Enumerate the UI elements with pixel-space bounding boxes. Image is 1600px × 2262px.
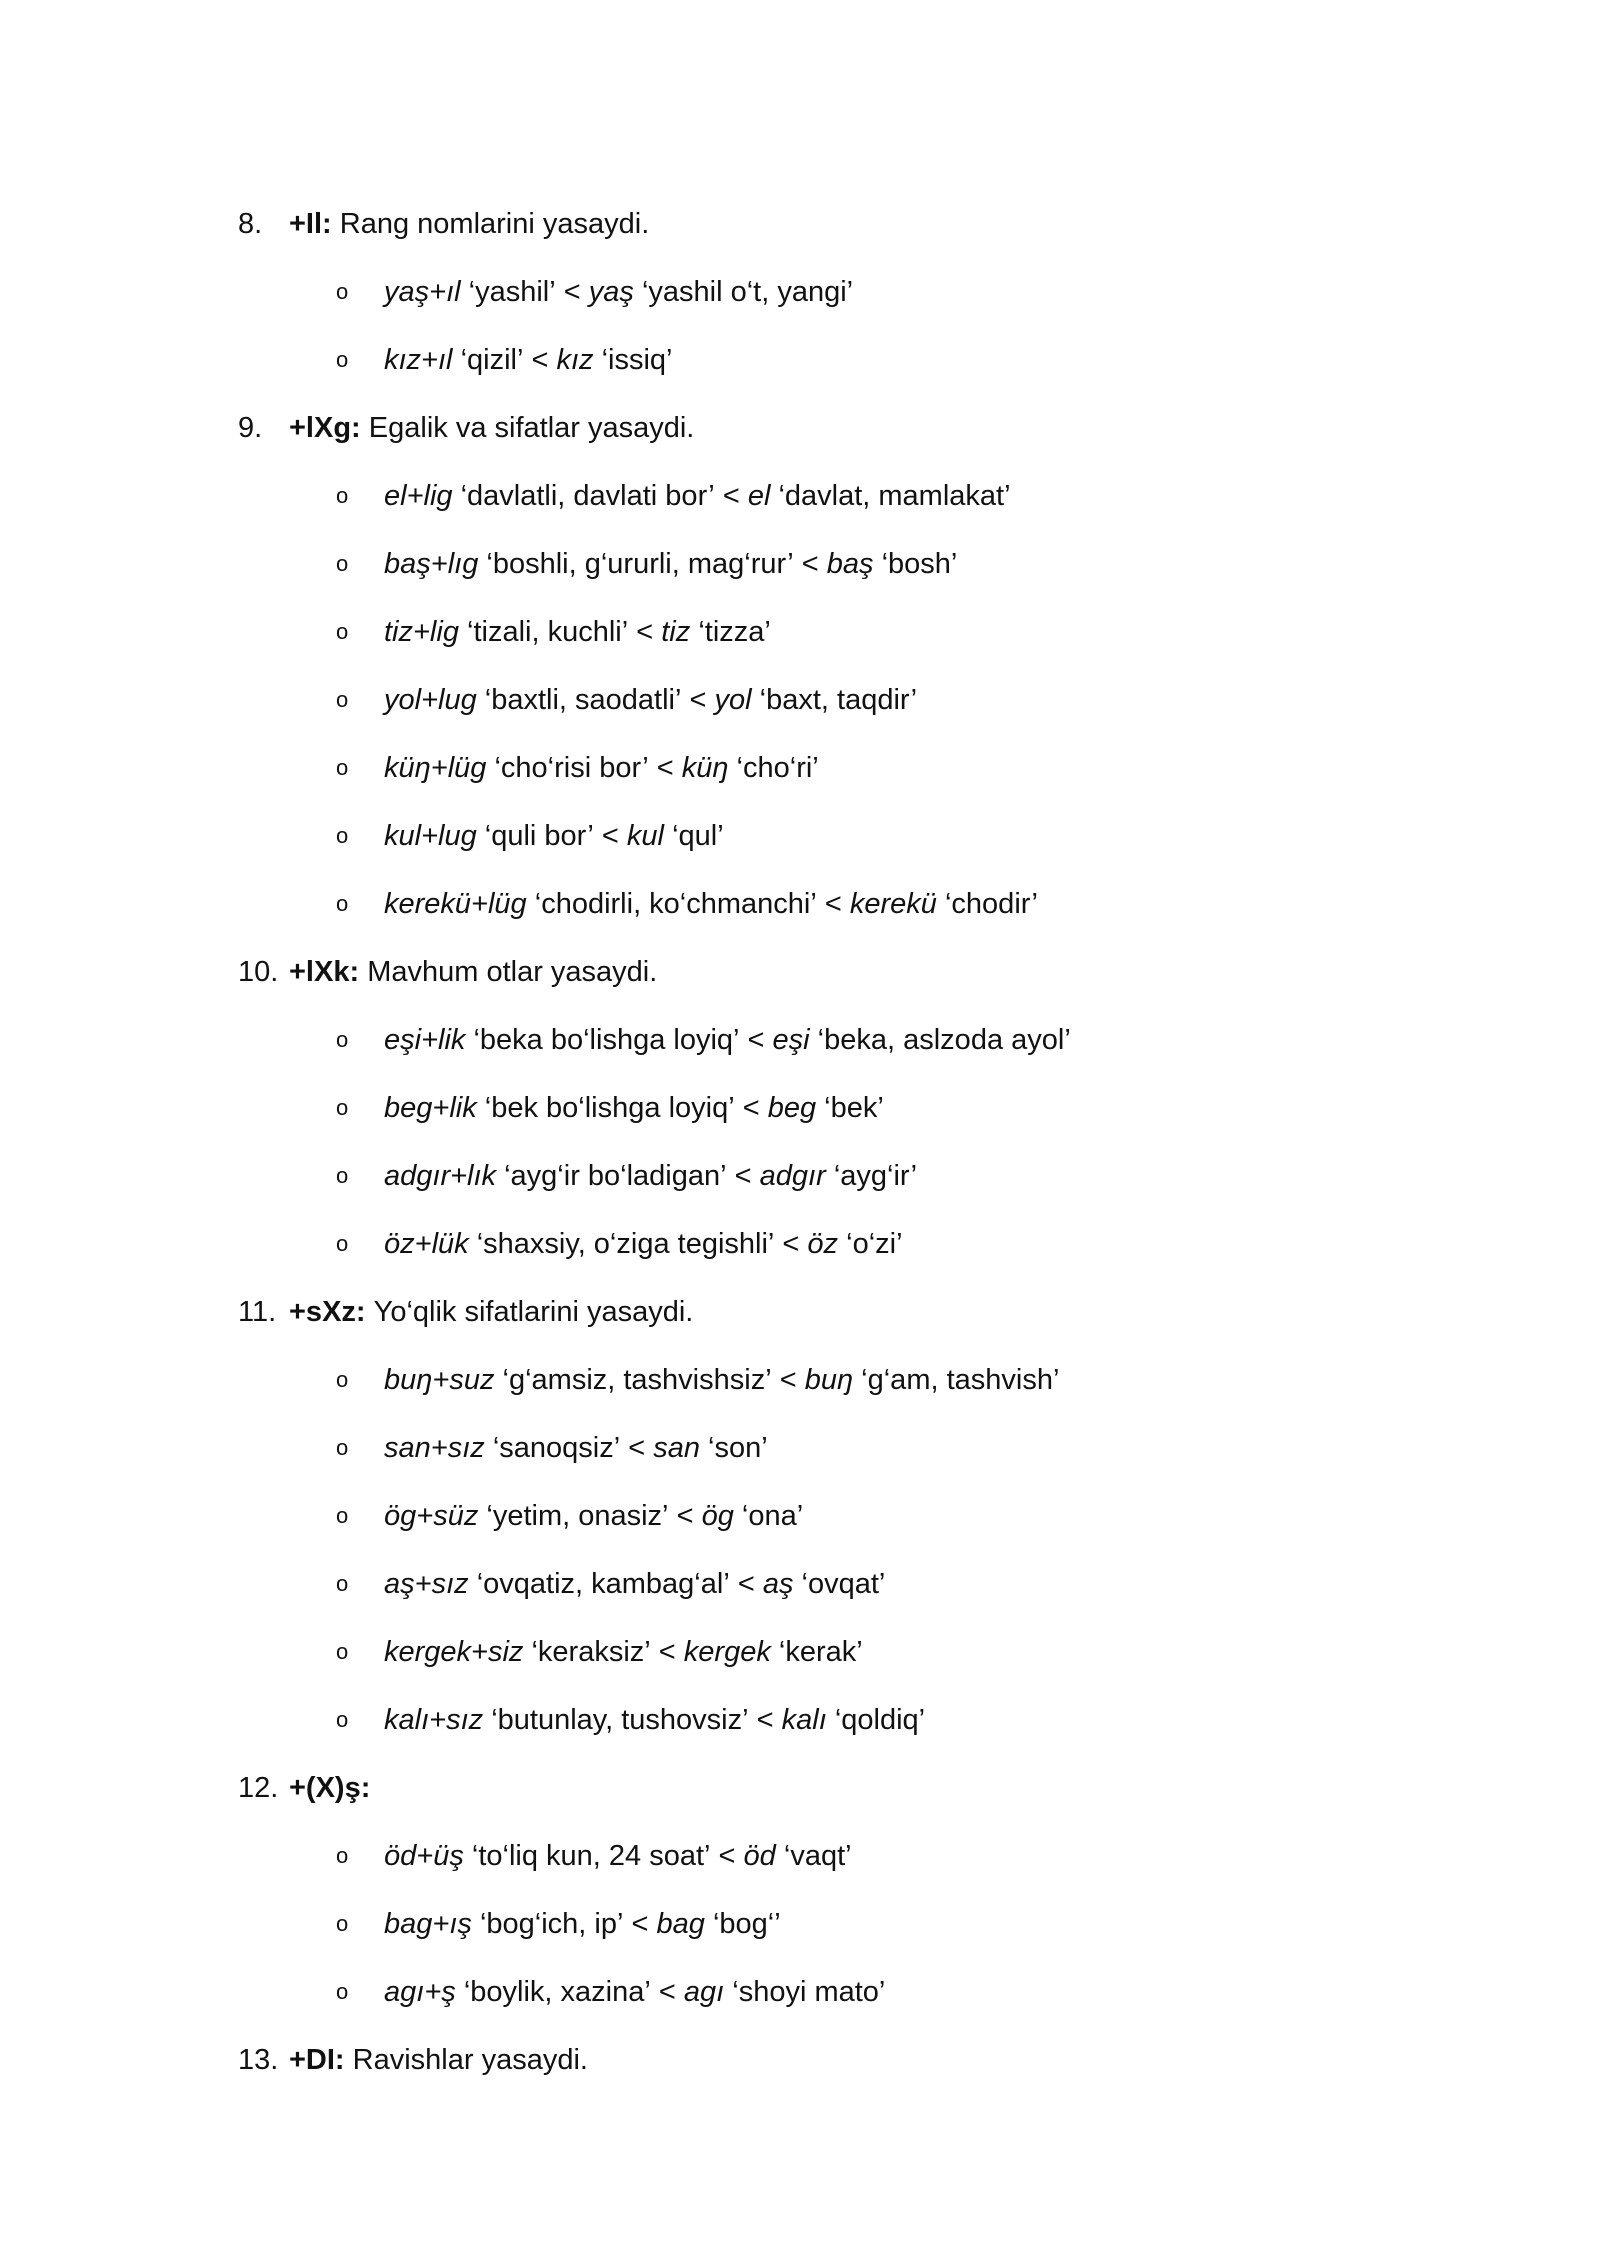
base-word: kalı	[781, 1703, 827, 1736]
section-number: 8.	[238, 207, 263, 240]
list-item	[238, 1142, 1438, 1210]
section-number: 13.	[238, 2043, 279, 2076]
base-word: kergek	[683, 1635, 771, 1668]
comparison-sign: <	[631, 1907, 649, 1940]
section-suffix: +sXz:	[289, 1295, 366, 1328]
base-word: ög	[701, 1499, 734, 1532]
section-heading	[238, 2026, 1438, 2094]
derived-gloss: ‘chodirli, ko‘chmanchi’	[534, 887, 817, 920]
base-gloss: ‘bek’	[824, 1091, 884, 1124]
section-suffix: +DI:	[289, 2043, 345, 2076]
derived-gloss: ‘ovqatiz, kambag‘al’	[476, 1567, 730, 1600]
base-word: baş	[826, 547, 874, 580]
list-item	[238, 1550, 1438, 1618]
list-item	[238, 734, 1438, 802]
comparison-sign: <	[722, 479, 740, 512]
list-item	[238, 1346, 1438, 1414]
comparison-sign: <	[824, 887, 842, 920]
bullet-icon: o	[336, 551, 349, 576]
base-gloss: ‘ovqat’	[801, 1567, 886, 1600]
derived-word: agı+ş	[384, 1975, 456, 2008]
comparison-sign: <	[636, 615, 654, 648]
derived-word: ög+süz	[384, 1499, 479, 1532]
section-heading	[238, 190, 1438, 258]
base-word: adgır	[759, 1159, 826, 1192]
base-word: buŋ	[804, 1363, 854, 1396]
section-suffix: +(X)ş:	[289, 1771, 371, 1804]
list-item	[238, 1822, 1438, 1890]
list-item	[238, 1482, 1438, 1550]
base-gloss: ‘beka, aslzoda ayol’	[817, 1023, 1071, 1056]
derived-word: kalı+sız	[384, 1703, 484, 1736]
base-word: yol	[714, 683, 752, 716]
bullet-icon: o	[336, 1503, 349, 1528]
section-description: Mavhum otlar yasaydi.	[367, 955, 658, 988]
base-gloss: ‘ona’	[741, 1499, 804, 1532]
derived-word: kergek+siz	[384, 1635, 524, 1668]
bullet-icon: o	[336, 483, 349, 508]
base-word: eşi	[772, 1023, 810, 1056]
base-gloss: ‘yashil o‘t, yangi’	[641, 275, 854, 308]
section-description: Yo‘qlik sifatlarini yasaydi.	[373, 1295, 694, 1328]
base-gloss: ‘chodir’	[944, 887, 1038, 920]
derived-word: öd+üş	[384, 1839, 464, 1872]
base-gloss: ‘o‘zi’	[846, 1227, 903, 1260]
bullet-icon: o	[336, 755, 349, 780]
list-item	[238, 1210, 1438, 1278]
derived-gloss: ‘bog‘ich, ip’	[479, 1907, 624, 1940]
derived-word: beg+lik	[384, 1091, 477, 1124]
list-item	[238, 530, 1438, 598]
comparison-sign: <	[628, 1431, 646, 1464]
section-suffix: +Il:	[289, 207, 332, 240]
derived-gloss: ‘boylik, xazina’	[463, 1975, 651, 2008]
derived-gloss: ‘bek bo‘lishga loyiq’	[484, 1091, 735, 1124]
section-heading	[238, 394, 1438, 462]
base-word: san	[653, 1431, 700, 1464]
comparison-sign: <	[658, 1635, 676, 1668]
section-description: Ravishlar yasaydi.	[352, 2043, 588, 2076]
base-gloss: ‘qul’	[672, 819, 724, 852]
base-word: el	[747, 479, 771, 512]
bullet-icon: o	[336, 1707, 349, 1732]
list-item	[238, 1414, 1438, 1482]
base-gloss: ‘issiq’	[601, 343, 673, 376]
base-word: yaş	[588, 275, 634, 308]
bullet-icon: o	[336, 1163, 349, 1188]
base-gloss: ‘kerak’	[778, 1635, 863, 1668]
base-word: kerekü	[849, 887, 937, 920]
derived-gloss: ‘qizil’	[460, 343, 524, 376]
list-item	[238, 1958, 1438, 2026]
list-item	[238, 326, 1438, 394]
comparison-sign: <	[779, 1363, 797, 1396]
base-word: agı	[683, 1975, 725, 2008]
suffix-list	[238, 190, 1438, 2094]
base-word: tiz	[661, 615, 691, 648]
bullet-icon: o	[336, 1231, 349, 1256]
section-heading	[238, 1278, 1438, 1346]
comparison-sign: <	[756, 1703, 774, 1736]
bullet-icon: o	[336, 1367, 349, 1392]
bullet-icon: o	[336, 823, 349, 848]
section-heading	[238, 938, 1438, 1006]
comparison-sign: <	[601, 819, 619, 852]
base-word: kul	[626, 819, 664, 852]
comparison-sign: <	[747, 1023, 765, 1056]
derived-word: kerekü+lüg	[384, 887, 527, 920]
base-gloss: ‘qoldiq’	[834, 1703, 926, 1736]
comparison-sign: <	[563, 275, 581, 308]
list-item	[238, 1890, 1438, 1958]
list-item	[238, 802, 1438, 870]
list-item	[238, 1686, 1438, 1754]
base-word: kız	[556, 343, 594, 376]
comparison-sign: <	[676, 1499, 694, 1532]
section-suffix: +lXg:	[289, 411, 361, 444]
list-item	[238, 666, 1438, 734]
base-word: öz	[807, 1227, 839, 1260]
section-number: 12.	[238, 1771, 279, 1804]
list-item	[238, 462, 1438, 530]
base-gloss: ‘davlat, mamlakat’	[778, 479, 1011, 512]
comparison-sign: <	[801, 547, 819, 580]
bullet-icon: o	[336, 1639, 349, 1664]
base-gloss: ‘ayg‘ir’	[833, 1159, 918, 1192]
derived-gloss: ‘cho‘risi bor’	[494, 751, 649, 784]
list-item	[238, 1618, 1438, 1686]
section-description: Rang nomlarini yasaydi.	[339, 207, 650, 240]
derived-word: adgır+lık	[384, 1159, 497, 1192]
base-word: beg	[767, 1091, 817, 1124]
comparison-sign: <	[531, 343, 549, 376]
bullet-icon: o	[336, 1095, 349, 1120]
derived-gloss: ‘boshli, g‘ururli, mag‘rur’	[486, 547, 794, 580]
derived-word: baş+lıg	[384, 547, 479, 580]
base-gloss: ‘tizza’	[698, 615, 771, 648]
base-gloss: ‘g‘am, tashvish’	[861, 1363, 1060, 1396]
derived-gloss: ‘yetim, onasiz’	[486, 1499, 669, 1532]
derived-gloss: ‘to‘liq kun, 24 soat’	[471, 1839, 711, 1872]
derived-gloss: ‘quli bor’	[484, 819, 594, 852]
derived-gloss: ‘ayg‘ir bo‘ladigan’	[504, 1159, 727, 1192]
derived-gloss: ‘yashil’	[468, 275, 556, 308]
bullet-icon: o	[336, 1911, 349, 1936]
section-number: 11.	[238, 1295, 277, 1328]
derived-word: küŋ+lüg	[384, 751, 487, 784]
comparison-sign: <	[734, 1159, 752, 1192]
comparison-sign: <	[658, 1975, 676, 2008]
derived-word: kul+lug	[384, 819, 477, 852]
derived-word: san+sız	[384, 1431, 485, 1464]
bullet-icon: o	[336, 619, 349, 644]
section-number: 9.	[238, 411, 263, 444]
bullet-icon: o	[336, 279, 349, 304]
list-item	[238, 1006, 1438, 1074]
base-gloss: ‘baxt, taqdir’	[759, 683, 918, 716]
base-word: aş	[762, 1567, 794, 1600]
derived-word: tiz+lig	[384, 615, 459, 648]
derived-gloss: ‘baxtli, saodatli’	[484, 683, 682, 716]
derived-gloss: ‘sanoqsiz’	[492, 1431, 621, 1464]
list-item	[238, 870, 1438, 938]
base-gloss: ‘shoyi mato’	[732, 1975, 886, 2008]
derived-gloss: ‘davlatli, davlati bor’	[460, 479, 715, 512]
list-item	[238, 1074, 1438, 1142]
bullet-icon: o	[336, 347, 349, 372]
section-suffix: +lXk:	[289, 955, 360, 988]
base-word: öd	[743, 1839, 776, 1872]
comparison-sign: <	[689, 683, 707, 716]
derived-word: öz+lük	[384, 1227, 469, 1260]
section-heading	[238, 1754, 1438, 1822]
base-gloss: ‘son’	[708, 1431, 768, 1464]
derived-gloss: ‘g‘amsiz, tashvishsiz’	[502, 1363, 772, 1396]
comparison-sign: <	[718, 1839, 736, 1872]
bullet-icon: o	[336, 687, 349, 712]
base-word: küŋ	[681, 751, 729, 784]
derived-word: eşi+lik	[384, 1023, 466, 1056]
base-word: bag	[656, 1907, 705, 1940]
base-gloss: ‘cho‘ri’	[736, 751, 819, 784]
bullet-icon: o	[336, 1435, 349, 1460]
bullet-icon: o	[336, 1571, 349, 1596]
derived-gloss: ‘shaxsiy, o‘ziga tegishli’	[476, 1227, 775, 1260]
derived-gloss: ‘keraksiz’	[531, 1635, 651, 1668]
base-gloss: ‘vaqt’	[783, 1839, 852, 1872]
base-gloss: ‘bog‘’	[712, 1907, 781, 1940]
list-item	[238, 598, 1438, 666]
derived-word: bag+ış	[384, 1907, 472, 1940]
bullet-icon: o	[336, 1843, 349, 1868]
base-gloss: ‘bosh’	[881, 547, 958, 580]
derived-word: yaş+ıl	[384, 275, 461, 308]
bullet-icon: o	[336, 1979, 349, 2004]
derived-gloss: ‘tizali, kuchli’	[467, 615, 629, 648]
bullet-icon: o	[336, 891, 349, 916]
derived-word: aş+sız	[384, 1567, 469, 1600]
comparison-sign: <	[656, 751, 674, 784]
bullet-icon: o	[336, 1027, 349, 1052]
comparison-sign: <	[782, 1227, 800, 1260]
derived-gloss: ‘butunlay, tushovsiz’	[491, 1703, 749, 1736]
derived-word: yol+lug	[384, 683, 477, 716]
comparison-sign: <	[737, 1567, 755, 1600]
derived-word: buŋ+suz	[384, 1363, 495, 1396]
section-description: Egalik va sifatlar yasaydi.	[368, 411, 695, 444]
derived-gloss: ‘beka bo‘lishga loyiq’	[473, 1023, 740, 1056]
comparison-sign: <	[742, 1091, 760, 1124]
derived-word: kız+ıl	[384, 343, 453, 376]
derived-word: el+lig	[384, 479, 453, 512]
list-item	[238, 258, 1438, 326]
section-number: 10.	[238, 955, 279, 988]
